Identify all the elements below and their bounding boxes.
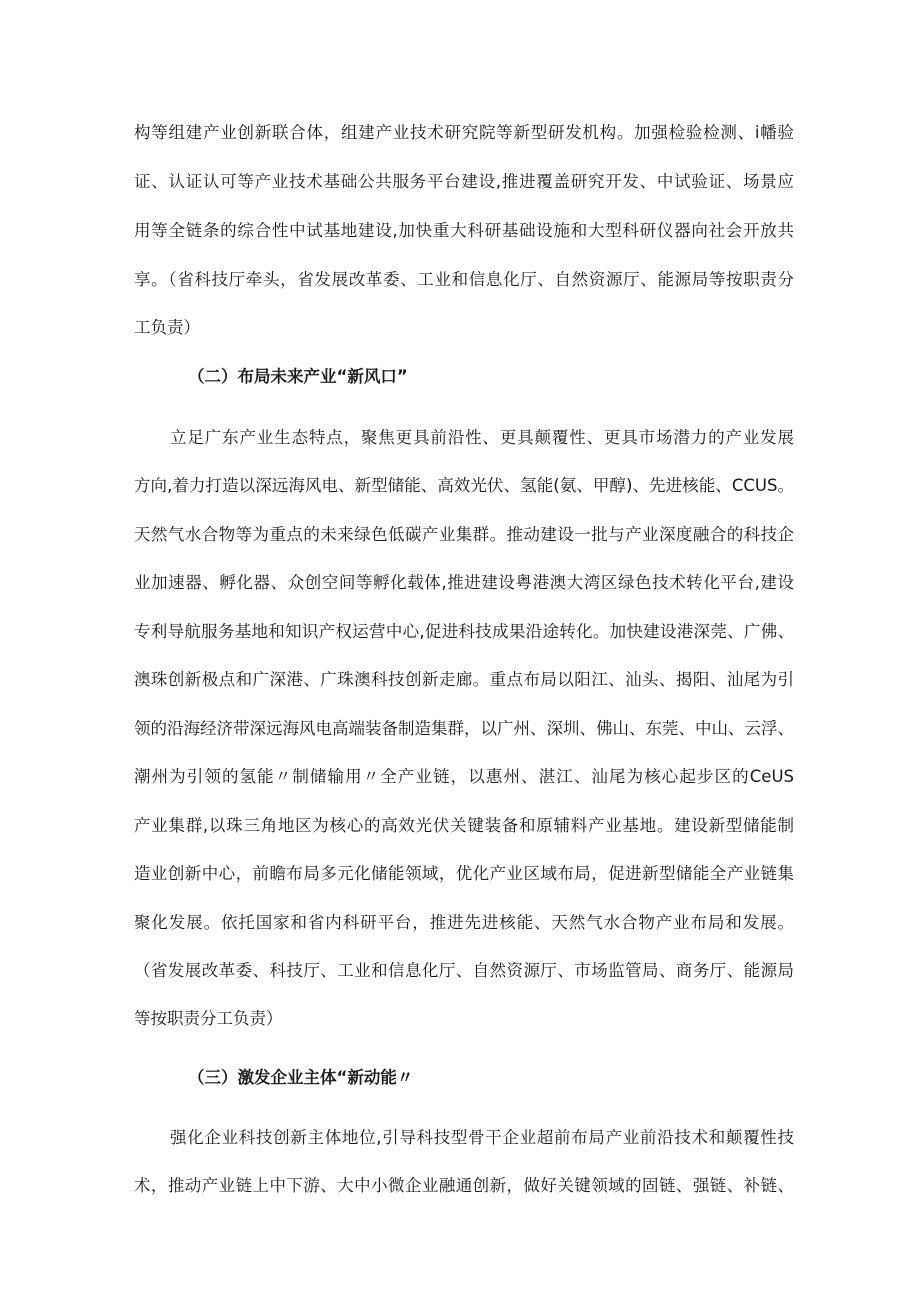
section-heading: （三）激发企业主体“新动能〃 xyxy=(188,1068,414,1087)
paragraph-line: 术，推动产业链上中下游、大中小微企业融通创新，做好关键领域的固链、强链、补链、 xyxy=(134,1176,794,1195)
paragraph-line: 立足广东产业生态特点，聚焦更具前沿性、更具颠覆性、更具市场潜力的产业发展 xyxy=(170,428,794,447)
section-heading: （二）布局未来产业“新风口” xyxy=(188,367,408,386)
paragraph-line: 业加速器、孵化器、众创空间等孵化载体,推进建设粤港澳大湾区绿色技术转化平台,建设 xyxy=(134,573,794,592)
paragraph-line: 天然气水合物等为重点的未来绿色低碳产业集群。推动建设一批与产业深度融合的科技企 xyxy=(134,525,794,544)
paragraph-line: 聚化发展。依托国家和省内科研平台，推进先进核能、天然气水合物产业布局和发展。 xyxy=(134,913,794,932)
paragraph-line: 造业创新中心，前瞻布局多元化储能领域，优化产业区域布局，促进新型储能全产业链集 xyxy=(134,864,794,883)
paragraph-line: 构等组建产业创新联合体，组建产业技术研究院等新型研发机构。加强检验检测、i幡验 xyxy=(134,123,794,142)
paragraph-line: 工负责） xyxy=(134,318,200,337)
paragraph-line: 方向,着力打造以深远海风电、新型储能、高效光伏、氢能(氨、甲醇)、先进核能、CCUS。 xyxy=(134,476,794,495)
paragraph-line: 用等全链条的综合性中试基地建设,加快重大科研基础设施和大型科研仪器向社会开放共 xyxy=(134,221,794,240)
paragraph-line: 证、认证认可等产业技术基础公共服务平台建设,推进覆盖研究开发、中试验证、场景应 xyxy=(134,172,794,191)
paragraph-line: 享。（省科技厅牵头，省发展改革委、工业和信息化厅、自然资源厅、能源局等按职责分 xyxy=(134,270,794,289)
paragraph-line: 澳珠创新极点和广深港、广珠澳科技创新走廊。重点布局以阳江、汕头、揭阳、汕尾为引 xyxy=(134,670,794,689)
paragraph-line: 领的沿海经济带深远海风电高端装备制造集群，以广州、深圳、佛山、东莞、中山、云浮、 xyxy=(134,719,794,738)
paragraph-line: 强化企业科技创新主体地位,引导科技型骨干企业超前布局产业前沿技术和颠覆性技 xyxy=(170,1128,794,1147)
paragraph-line: （省发展改革委、科技厅、工业和信息化厅、自然资源厅、市场监管局、商务厅、能源局 xyxy=(134,961,794,980)
paragraph-line: 潮州为引领的氢能〃制储输用〃全产业链，以惠州、湛江、汕尾为核心起步区的CeUS xyxy=(134,767,794,786)
paragraph-line: 等按职责分工负责） xyxy=(134,1009,283,1028)
paragraph-line: 产业集群,以珠三角地区为核心的高效光伏关键装备和原辅料产业基地。建设新型储能制 xyxy=(134,816,794,835)
paragraph-line: 专利导航服务基地和知识产权运营中心,促进科技成果沿途转化。加快建设港深莞、广佛、 xyxy=(134,622,794,641)
